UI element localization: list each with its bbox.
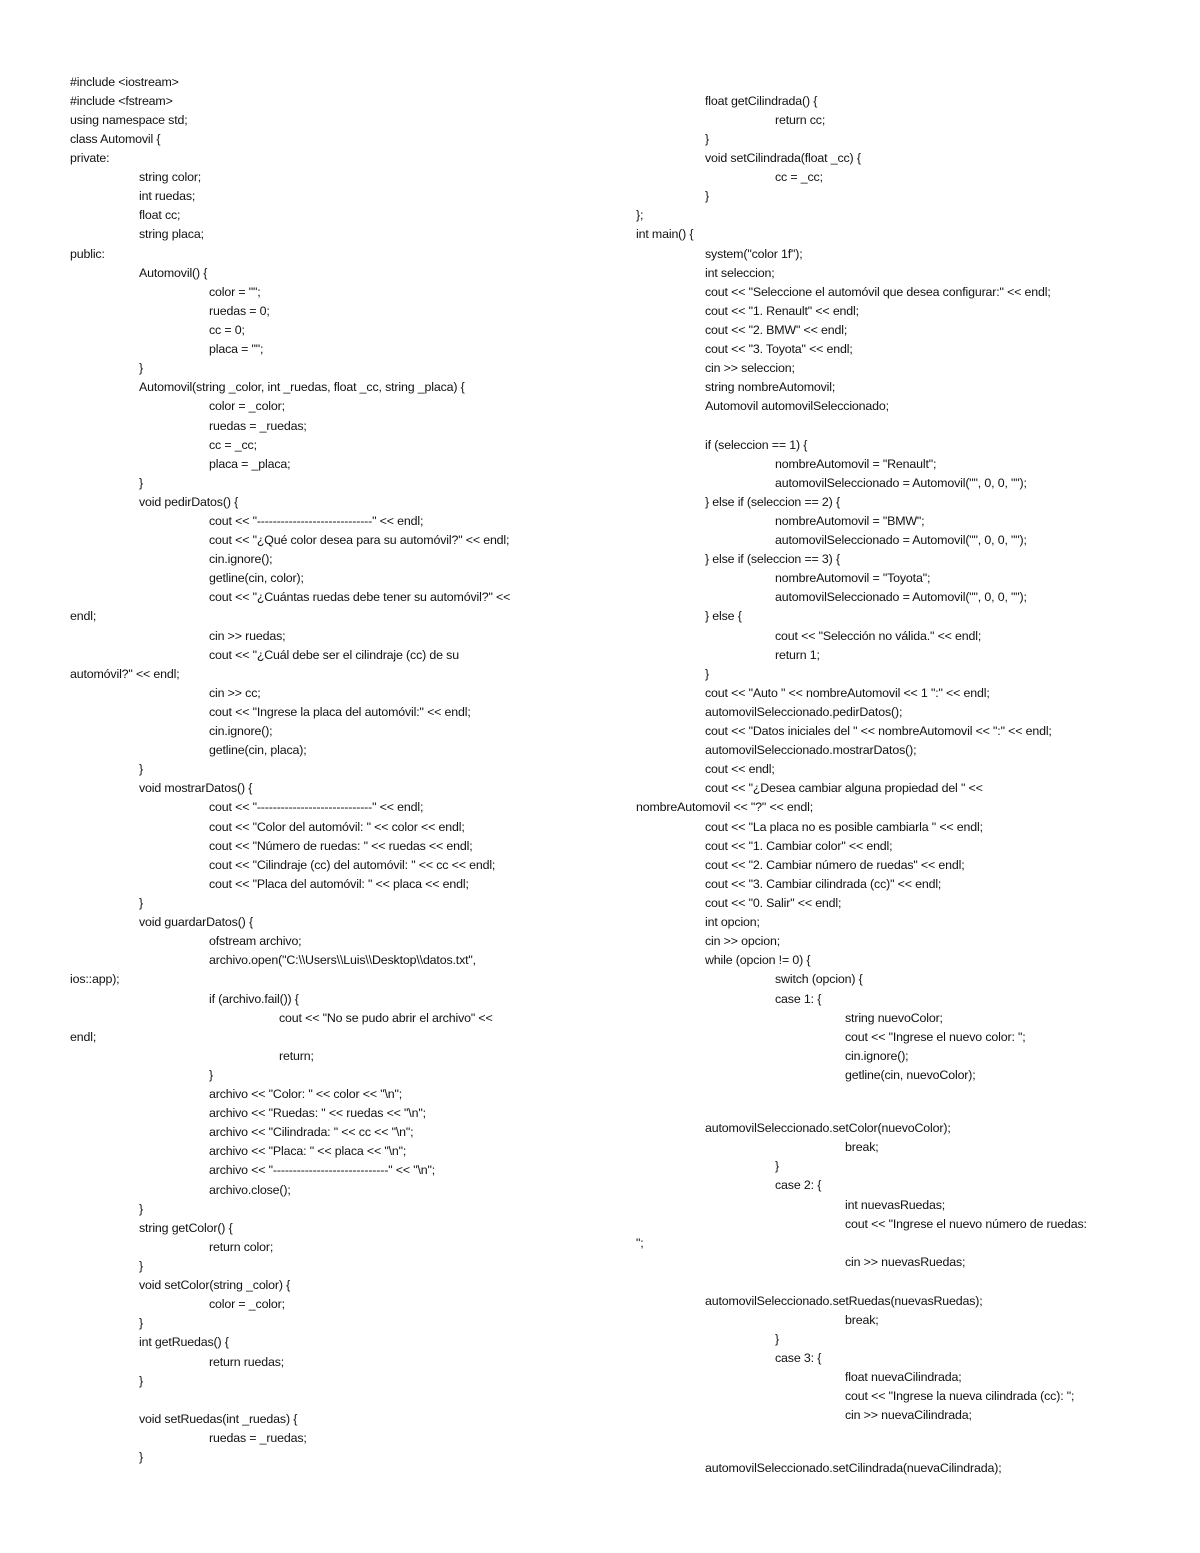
code-line: cout << "Color del automóvil: " << color << endl; (209, 820, 465, 834)
code-line: public: (70, 247, 105, 261)
code-line: automovilSeleccionado = Automovil("", 0, 0, ""); (775, 476, 1027, 490)
code-line: #include <iostream> (70, 75, 179, 89)
code-line: nombreAutomovil = "Renault"; (775, 457, 937, 471)
code-line: cout << "2. Cambiar número de ruedas" << endl; (705, 858, 965, 872)
code-line: void setColor(string _color) { (139, 1278, 291, 1292)
code-line: color = ""; (209, 285, 261, 299)
code-line: cin.ignore(); (209, 552, 273, 566)
code-line: cout << endl; (705, 762, 775, 776)
code-line: automovilSeleccionado.mostrarDatos(); (705, 743, 917, 757)
code-line: cout << "¿Cuántas ruedas debe tener su automóvil?" << (209, 590, 511, 604)
code-line: if (archivo.fail()) { (209, 992, 299, 1006)
code-line: cout << "Placa del automóvil: " << placa << endl; (209, 877, 469, 891)
code-line: } else { (705, 609, 742, 623)
code-line: int ruedas; (139, 189, 196, 203)
code-line: color = _color; (209, 399, 285, 413)
code-line: if (seleccion == 1) { (705, 438, 808, 452)
code-line: void mostrarDatos() { (139, 781, 253, 795)
code-line: cout << "-----------------------------" << endl; (209, 800, 424, 814)
code-line: case 1: { (775, 992, 822, 1006)
code-line: cout << "No se pudo abrir el archivo" << (279, 1011, 493, 1025)
code-line: return 1; (775, 648, 820, 662)
code-line: archivo << "Color: " << color << "\n"; (209, 1087, 403, 1101)
code-line: } (705, 132, 709, 146)
code-line: cout << "Cilindraje (cc) del automóvil: " << cc << endl; (209, 858, 496, 872)
code-line: #include <fstream> (70, 94, 173, 108)
code-line: Automovil() { (139, 266, 208, 280)
code-line: cout << "Datos iniciales del " << nombreAutomovil << ":" << endl; (705, 724, 1052, 738)
code-line: break; (845, 1140, 879, 1154)
code-line: int getRuedas() { (139, 1335, 229, 1349)
code-line: automovilSeleccionado.setCilindrada(nuevaCilindrada); (705, 1461, 1002, 1475)
code-line: string color; (139, 170, 202, 184)
code-line: cout << "3. Toyota" << endl; (705, 342, 853, 356)
code-line: } (775, 1332, 779, 1346)
code-line: archivo << "Placa: " << placa << "\n"; (209, 1144, 407, 1158)
code-line: archivo.open("C:\\Users\\Luis\\Desktop\\datos.txt", (209, 953, 476, 967)
code-line: getline(cin, color); (209, 571, 304, 585)
code-line: cout << "Selección no válida." << endl; (775, 629, 982, 643)
code-line: float nuevaCilindrada; (845, 1370, 962, 1384)
code-line: float getCilindrada() { (705, 94, 818, 108)
code-line: float cc; (139, 208, 181, 222)
code-line: int opcion; (705, 915, 760, 929)
code-line: automovilSeleccionado = Automovil("", 0, 0, ""); (775, 590, 1027, 604)
code-line: archivo.close(); (209, 1183, 291, 1197)
code-line: void setRuedas(int _ruedas) { (139, 1412, 298, 1426)
code-line: "; (636, 1236, 644, 1250)
code-line: cout << "Ingrese el nuevo color: "; (845, 1030, 1026, 1044)
code-line: placa = _placa; (209, 457, 291, 471)
code-line: cout << "¿Desea cambiar alguna propiedad del " << (705, 781, 983, 795)
code-line: automovilSeleccionado.setRuedas(nuevasRuedas); (705, 1294, 983, 1308)
code-line: ruedas = _ruedas; (209, 419, 307, 433)
code-line: return cc; (775, 113, 826, 127)
code-line: void pedirDatos() { (139, 495, 239, 509)
code-line: return ruedas; (209, 1355, 285, 1369)
code-line: nombreAutomovil = "BMW"; (775, 514, 925, 528)
code-line: using namespace std; (70, 113, 188, 127)
code-line: } (139, 1450, 143, 1464)
code-line: cin.ignore(); (845, 1049, 909, 1063)
code-line: cout << "La placa no es posible cambiarla " << endl; (705, 820, 983, 834)
code-line: cc = _cc; (775, 170, 823, 184)
code-line: cin >> ruedas; (209, 629, 286, 643)
code-line: color = _color; (209, 1297, 285, 1311)
code-line: return; (279, 1049, 314, 1063)
code-line: cout << "Ingrese la placa del automóvil:" << endl; (209, 705, 471, 719)
code-line: string placa; (139, 227, 204, 241)
code-line: nombreAutomovil = "Toyota"; (775, 571, 931, 585)
code-line: automóvil?" << endl; (70, 667, 180, 681)
code-line: cout << "¿Cuál debe ser el cilindraje (cc) de su (209, 648, 459, 662)
code-line: cout << "¿Qué color desea para su automóvil?" << endl; (209, 533, 510, 547)
code-line: ruedas = _ruedas; (209, 1431, 307, 1445)
code-line: archivo << "Ruedas: " << ruedas << "\n"; (209, 1106, 426, 1120)
code-line: void guardarDatos() { (139, 915, 253, 929)
code-line: } (139, 1374, 143, 1388)
code-line: placa = ""; (209, 342, 264, 356)
code-line: cout << "2. BMW" << endl; (705, 323, 848, 337)
code-line: string nombreAutomovil; (705, 380, 836, 394)
code-line: } (139, 1259, 143, 1273)
code-line: switch (opcion) { (775, 972, 863, 986)
code-line: cout << "Auto " << nombreAutomovil << 1 ":" << endl; (705, 686, 990, 700)
code-line: } (139, 1202, 143, 1216)
code-line: endl; (70, 1030, 97, 1044)
code-line: while (opcion != 0) { (705, 953, 811, 967)
code-line: cin >> cc; (209, 686, 261, 700)
code-line: cin >> nuevaCilindrada; (845, 1408, 972, 1422)
code-line: int main() { (636, 227, 694, 241)
code-line: } (139, 896, 143, 910)
code-line: cout << "Número de ruedas: " << ruedas << endl; (209, 839, 473, 853)
code-line: cout << "3. Cambiar cilindrada (cc)" << endl; (705, 877, 942, 891)
code-line: getline(cin, placa); (209, 743, 307, 757)
code-line: } (209, 1068, 213, 1082)
code-line: private: (70, 151, 110, 165)
code-line: cin >> nuevasRuedas; (845, 1255, 966, 1269)
code-line: archivo << "Cilindrada: " << cc << "\n"; (209, 1125, 414, 1139)
code-line: break; (845, 1313, 879, 1327)
code-line: Automovil automovilSeleccionado; (705, 399, 889, 413)
code-line: ios::app); (70, 972, 120, 986)
code-line: automovilSeleccionado.setColor(nuevoColor); (705, 1121, 951, 1135)
code-line: cc = 0; (209, 323, 245, 337)
code-line: } (705, 667, 709, 681)
code-line: nombreAutomovil << "?" << endl; (636, 800, 814, 814)
code-line: cin >> opcion; (705, 934, 781, 948)
code-line: case 2: { (775, 1178, 822, 1192)
code-line: endl; (70, 609, 97, 623)
code-line: cout << "0. Salir" << endl; (705, 896, 842, 910)
code-line: automovilSeleccionado = Automovil("", 0, 0, ""); (775, 533, 1027, 547)
code-line: system("color 1f"); (705, 247, 803, 261)
code-line: } (139, 361, 143, 375)
code-line: cout << "Ingrese la nueva cilindrada (cc): "; (845, 1389, 1075, 1403)
code-line: int nuevasRuedas; (845, 1198, 946, 1212)
code-line: cout << "-----------------------------" << endl; (209, 514, 424, 528)
code-line: string nuevoColor; (845, 1011, 943, 1025)
code-line: } (139, 476, 143, 490)
code-line: } (139, 1316, 143, 1330)
code-line: cout << "1. Cambiar color" << endl; (705, 839, 893, 853)
code-line: cc = _cc; (209, 438, 257, 452)
code-line: automovilSeleccionado.pedirDatos(); (705, 705, 903, 719)
code-line: cin >> seleccion; (705, 361, 795, 375)
code-line: cin.ignore(); (209, 724, 273, 738)
code-line: } (775, 1159, 779, 1173)
code-line: void setCilindrada(float _cc) { (705, 151, 861, 165)
code-line: } (705, 189, 709, 203)
code-line: archivo << "-----------------------------" << "\n"; (209, 1163, 436, 1177)
code-line: return color; (209, 1240, 274, 1254)
code-line: } (139, 762, 143, 776)
code-line: ruedas = 0; (209, 304, 270, 318)
code-line: Automovil(string _color, int _ruedas, float _cc, string _placa) { (139, 380, 465, 394)
code-line: } else if (seleccion == 3) { (705, 552, 840, 566)
code-line: cout << "Seleccione el automóvil que desea configurar:" << endl; (705, 285, 1051, 299)
code-line: getline(cin, nuevoColor); (845, 1068, 976, 1082)
code-line: }; (636, 208, 644, 222)
code-line: int seleccion; (705, 266, 775, 280)
code-line: } else if (seleccion == 2) { (705, 495, 840, 509)
code-line: ofstream archivo; (209, 934, 302, 948)
code-line: cout << "1. Renault" << endl; (705, 304, 859, 318)
code-line: string getColor() { (139, 1221, 233, 1235)
code-line: case 3: { (775, 1351, 822, 1365)
code-line: class Automovil { (70, 132, 161, 146)
code-line: cout << "Ingrese el nuevo número de ruedas: (845, 1217, 1087, 1231)
